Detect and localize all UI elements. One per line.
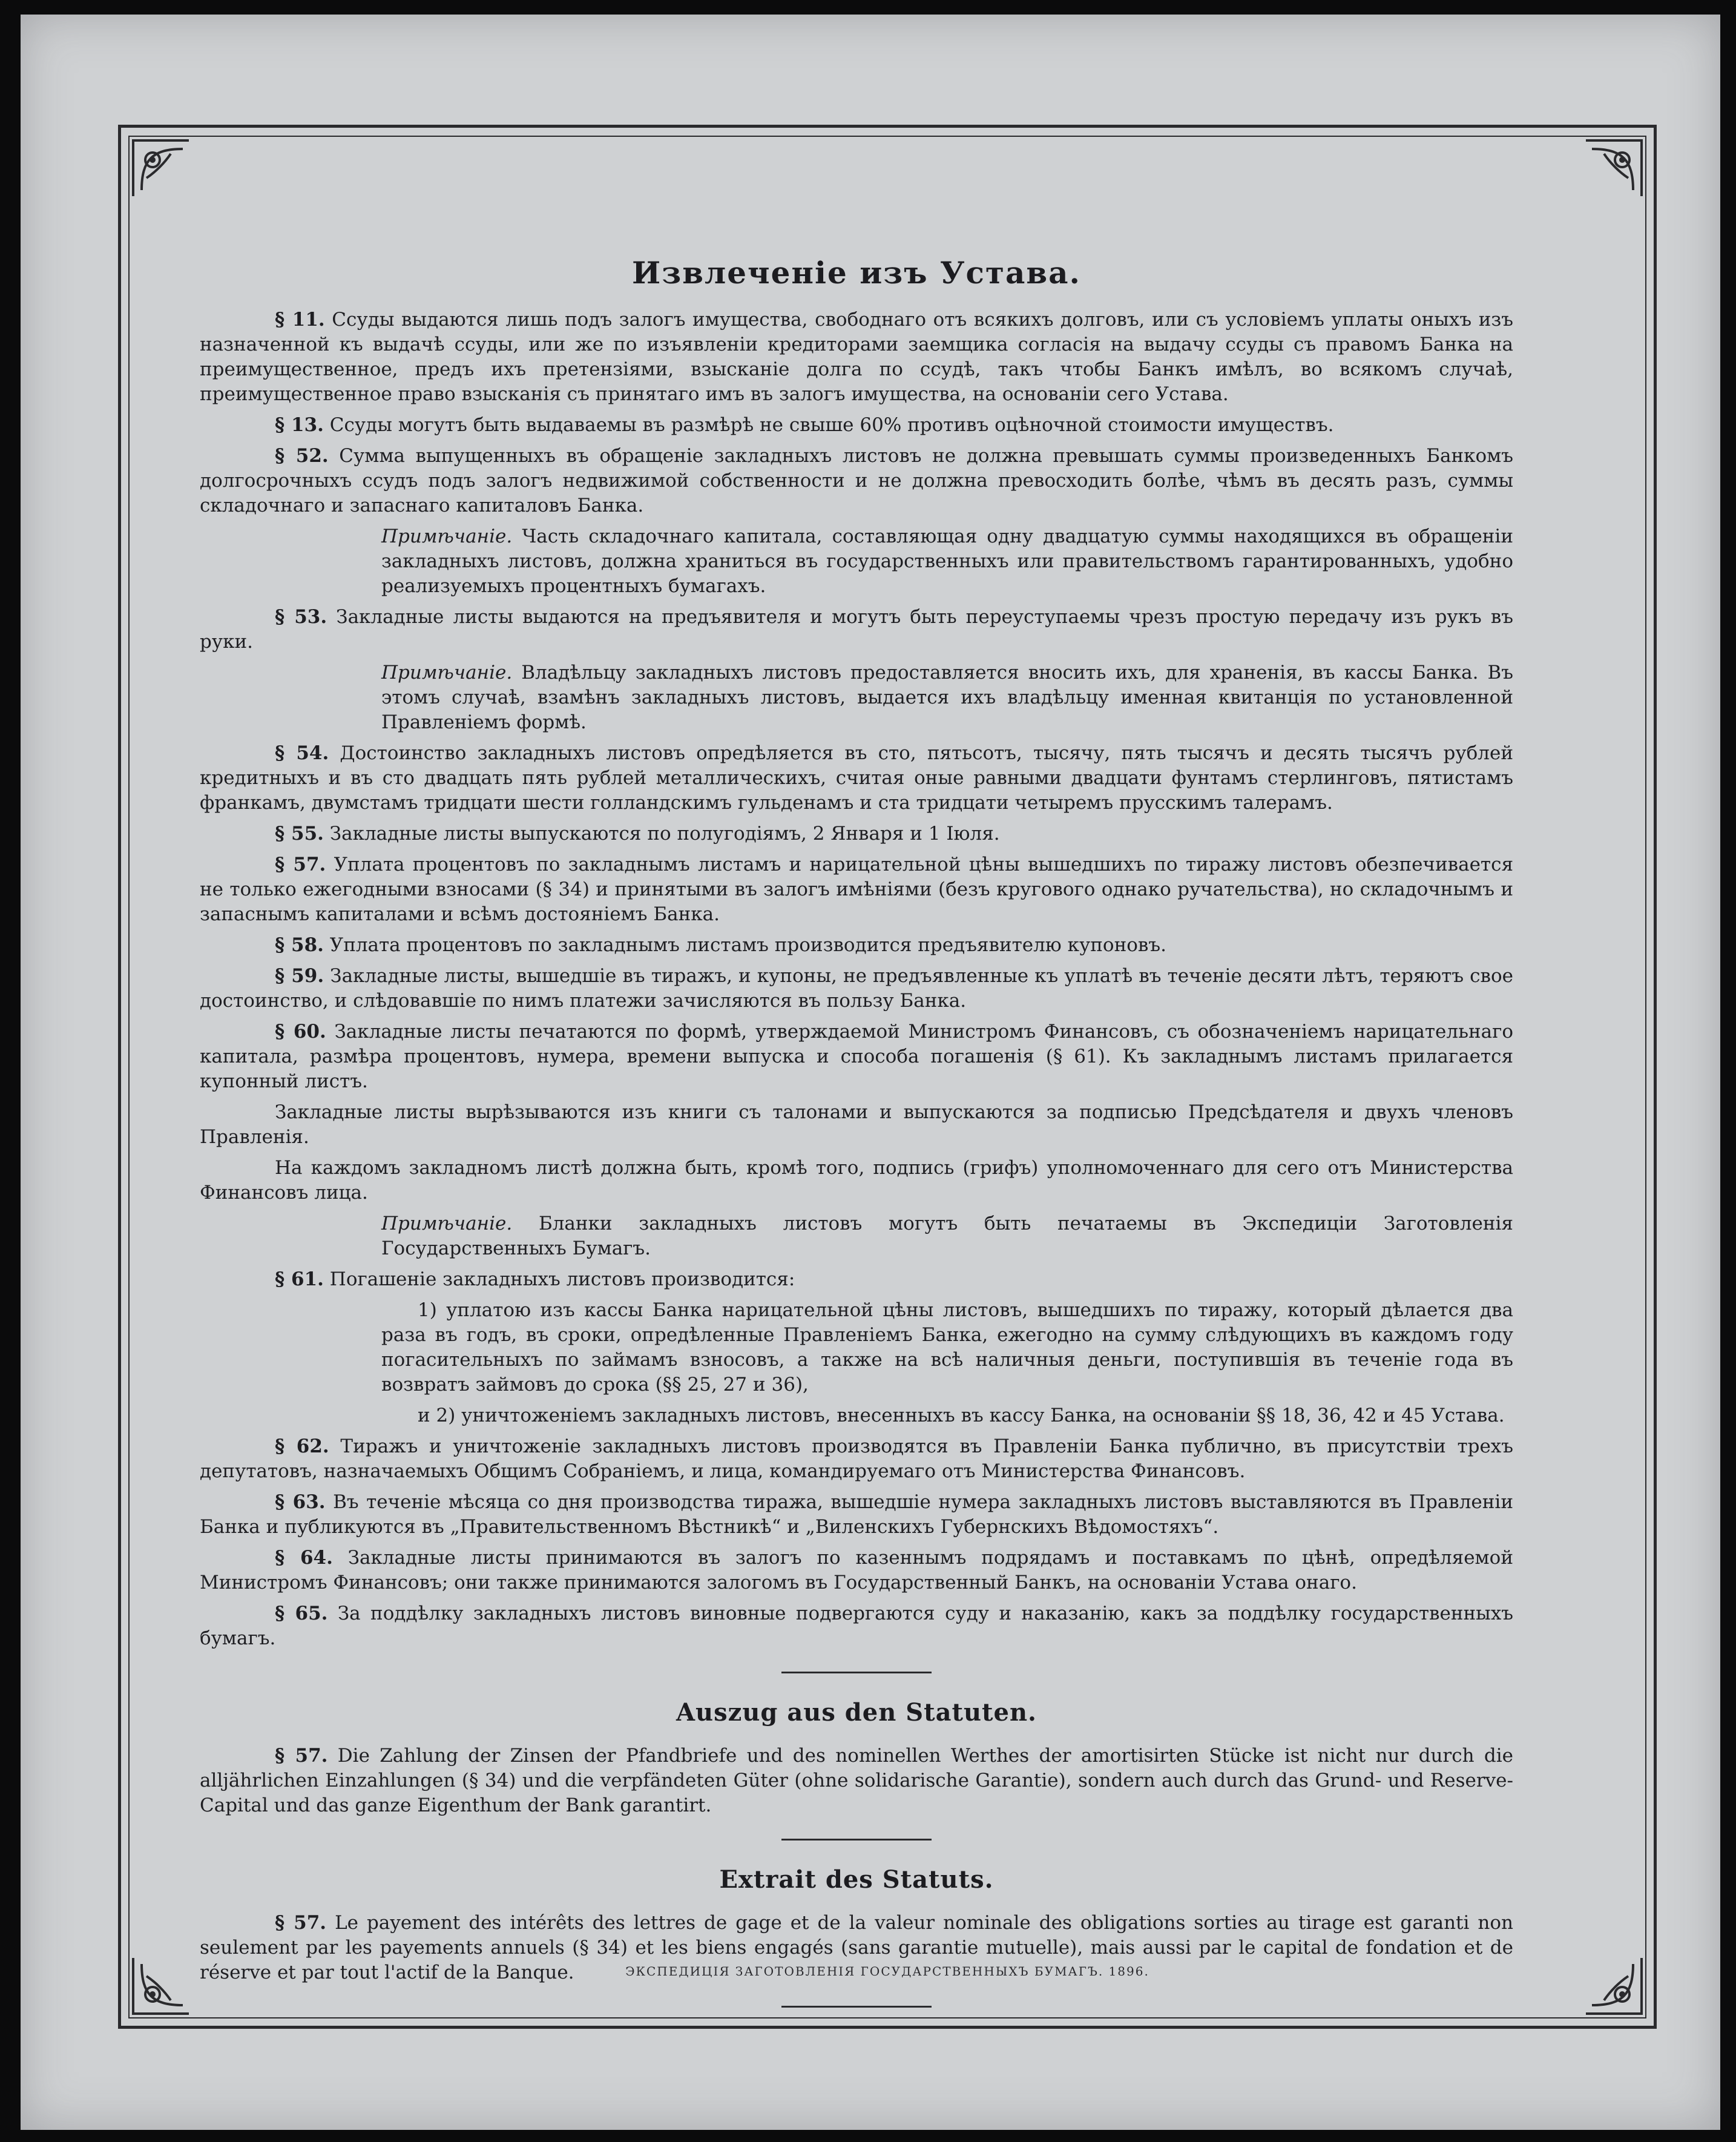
corner-ornament-bottom-right [1580,1952,1646,2018]
paragraph-number: § 57. [275,1745,328,1767]
paragraph-text: Уплата процентовъ по закладнымъ листамъ и нарицательной цѣны вышедшихъ по тиражу листовъ обезпечивается не только ежегодными взносами (§ 34) и принятыми въ залогъ имѣніями (безъ кругового однако ручательства), но складочнымъ и запаснымъ капиталами и всѣмъ достояніемъ Банка. [200,854,1513,925]
paragraph-text: Закладные листы выдаются на предъявителя и могутъ быть переуступаемы чрезъ простую передачу изъ рукъ въ руки. [200,606,1514,653]
statute-paragraph [200,1546,1513,1595]
note-paragraph [381,1211,1513,1261]
paragraph-text: Закладные листы вырѣзываются изъ книги съ талонами и выпускаются за подписью Предсѣдателя и двухъ членовъ Правленія. [200,1101,1513,1148]
statute-paragraph [200,1434,1513,1484]
paragraph-number: § 63. [275,1491,326,1513]
paragraph-text: На каждомъ закладномъ листѣ должна быть, кромѣ того, подпись (грифъ) уполномоченнаго для сего отъ Министерства Финансовъ лица. [200,1157,1513,1204]
corner-ornament-bottom-left [128,1952,195,2018]
paragraph-number: § 65. [275,1603,328,1624]
paragraph-text: Уплата процентовъ по закладнымъ листамъ производится предъявителю купоновъ. [329,934,1166,956]
corner-ornament-top-left [128,136,195,202]
paragraph-text: Достоинство закладныхъ листовъ опредѣляется въ сто, пятьсотъ, тысячу, пять тысячъ и десять тысячъ рублей кредитныхъ и въ сто двадцать пять рублей металлическихъ, считая оные равными двадцати фунтамъ стерлинговъ, пятистамъ франкамъ, двумстамъ тридцати шести голландскимъ гульденамъ и ста тридцати четыремъ прусскимъ талерамъ. [200,742,1513,814]
paragraph-text: Владѣльцу закладныхъ листовъ предоставляется вносить ихъ, для храненія, въ кассы Банка. Въ этомъ случаѣ, взамѣнъ закладныхъ листовъ, выдается ихъ владѣльцу именная квитанція по установленной Правленіемъ формѣ. [381,662,1514,733]
paragraph-text: Закладные листы принимаются въ залогъ по казеннымъ подрядамъ и поставкамъ по цѣнѣ, опредѣляемой Министромъ Финансовъ; они также принимаются залогомъ въ Государственный Банкъ, на основаніи Устава онаго. [200,1547,1513,1593]
note-label: Примѣчаніе. [381,526,513,547]
paragraph-text: Die Zahlung der Zinsen der Pfandbriefe und des nominellen Werthes der amortisirten Stücke ist nicht nur durch die alljährlichen Einzahlungen (§ 34) und die verpfändeten Güter (ohne solidarische Garantie), sondern auch durch das Grund- und Reserve-Capital und das ganze Eigenthum der Bank garantirt. [200,1745,1514,1816]
paragraph-number: § 57. [275,854,326,875]
page-title: Извлеченіе изъ Устава. [632,255,1081,291]
german-title: Auszug aus den Statuten. [676,1698,1037,1727]
statute-paragraph [200,444,1513,518]
statute-paragraph [200,308,1513,407]
paragraph-number: § 59. [275,965,324,987]
paragraph-text: Закладные листы печатаются по формѣ, утверждаемой Министромъ Финансовъ, съ обозначеніемъ нарицательнаго капитала, размѣра процентовъ, нумера, времени выпуска и способа погашенія (§ 61). Къ закладнымъ листамъ прилагается купонный листъ. [200,1021,1513,1092]
note-label: Примѣчаніе. [381,662,513,684]
paragraph-number: § 62. [275,1435,329,1457]
list-item [381,1403,1513,1428]
paragraph-text: Ссуды могутъ быть выдаваемы въ размѣрѣ не свыше 60% противъ оцѣночной стоимости имуществъ. [329,414,1334,436]
list-item [381,1298,1513,1397]
paragraph-text: За поддѣлку закладныхъ листовъ виновные подвергаются суду и наказанію, какъ за поддѣлку государственныхъ бумагъ. [200,1603,1514,1649]
paragraph-text: Le payement des intérêts des lettres de gage et de la valeur nominale des obligations sorties au tirage est garanti non seulement par les payements annuels (§ 34) et les biens engagés (sans garantie mutuelle), mais aussi par le capital de fondation et de réserve et par tout l'actif de la Banque. [200,1912,1513,1983]
statute-paragraph [200,1267,1513,1292]
statute-extract [200,254,1513,2008]
paragraph-number: § 58. [275,934,324,956]
divider [781,1839,932,1840]
printer-imprint: ЭКСПЕДИЦІЯ ЗАГОТОВЛЕНІЯ ГОСУДАРСТВЕННЫХЪ БУМАГЪ. 1896. [625,1964,1149,1979]
paragraph-number: § 54. [275,742,329,764]
paragraph-text: Закладные листы, вышедшіе въ тиражъ, и купоны, не предъявленные къ уплатѣ въ теченіе десяти лѣтъ, теряютъ свое достоинство, и слѣдовавшіе по нимъ платежи зачисляются въ пользу Банка. [200,965,1514,1012]
corner-ornament-top-right [1580,136,1646,202]
paragraph-text: 1) уплатою изъ кассы Банка нарицательной цѣны листовъ, вышедшихъ по тиражу, который дѣлается два раза въ годъ, въ сроки, опредѣленные Правленіемъ Банка, ежегодно на сумму слѣдующихъ въ каждомъ году погасительныхъ по займамъ взносовъ, а также на всѣ наличныя деньги, поступившія въ теченіе года въ возвратъ займовъ до срока (§§ 25, 27 и 36), [381,1299,1513,1396]
paragraph-text: Сумма выпущенныхъ въ обращеніе закладныхъ листовъ не должна превышать суммы произведенныхъ Банкомъ долгосрочныхъ ссудъ подъ залогъ недвижимой собственности и не должна превосходить болѣе, чѣмъ въ десять разъ, суммы складочнаго и запаснаго капиталовъ Банка. [200,445,1514,516]
statute-paragraph [200,822,1513,846]
paragraph-number: § 53. [275,606,327,628]
note-label: Примѣчаніе. [381,1213,513,1234]
statute-paragraph [200,741,1513,816]
paragraph-number: § 64. [275,1547,333,1569]
statute-paragraph [200,964,1513,1013]
statute-paragraph [200,1490,1513,1540]
statute-paragraph [200,1020,1513,1094]
statute-paragraph [200,933,1513,958]
paragraph-text: Въ теченіе мѣсяца со дня производства тиража, вышедшіе нумера закладныхъ листовъ выставляются въ Правленіи Банка и публикуются въ „Правительственномъ Вѣстникѣ“ и „Виленскихъ Губернскихъ Вѣдомостяхъ“. [200,1491,1514,1538]
divider [781,1672,932,1673]
paragraph-text: Закладные листы выпускаются по полугодіямъ, 2 Января и 1 Іюля. [329,823,1000,845]
statute-paragraph [200,605,1513,654]
paragraph-text: Погашеніе закладныхъ листовъ производится: [329,1268,795,1290]
statute-paragraph [200,1100,1513,1150]
paragraph-text: Часть складочнаго капитала, составляющая одну двадцатую суммы находящихся въ обращеніи закладныхъ листовъ, должна храниться въ государственныхъ или правительствомъ гарантированныхъ, удобно реализуемыхъ процентныхъ бумагахъ. [381,526,1513,597]
paragraph-number: § 52. [275,445,329,467]
statute-paragraph [200,852,1513,927]
paragraph-number: § 55. [275,823,324,845]
statute-paragraph [200,1601,1513,1651]
note-paragraph [381,524,1513,599]
paragraph-text: Бланки закладныхъ листовъ могутъ быть печатаемы въ Экспедиціи Заготовленія Государственныхъ Бумагъ. [381,1213,1513,1259]
paragraph-number: § 61. [275,1268,324,1290]
statute-paragraph [200,1156,1513,1205]
paragraph-text: Тиражъ и уничтоженіе закладныхъ листовъ производятся въ Правленіи Банка публично, въ присутствіи трехъ депутатовъ, назначаемыхъ Общимъ Собраніемъ, и лица, командируемаго отъ Министерства Финансовъ. [200,1435,1514,1482]
french-title: Extrait des Statuts. [719,1865,994,1894]
paragraph-number: § 11. [275,309,325,331]
statute-paragraphs [200,308,1513,1651]
divider [781,2006,932,2008]
paragraph-text: и 2) уничтоженіемъ закладныхъ листовъ, внесенныхъ въ кассу Банка, на основаніи §§ 18, 36, 42 и 45 Устава. [418,1405,1505,1426]
statute-paragraph [200,413,1513,438]
paragraph-number: § 57. [275,1912,327,1934]
paragraph-number: § 13. [275,414,324,436]
paragraph-number: § 60. [275,1021,326,1043]
german-paragraph [200,1744,1513,1818]
paragraph-text: Ссуды выдаются лишь подъ залогъ имущества, свободнаго отъ всякихъ долговъ, или съ условіемъ уплаты оныхъ изъ назначенной къ выдачѣ ссуды, или же по изъявленіи кредиторами заемщика согласія на выдачу ссуды съ правомъ Банка на преимущественное, предъ ихъ претензіями, взысканіе долга по ссудѣ, такъ чтобы Банкъ имѣлъ, во всякомъ случаѣ, преимущественное право взысканія съ принятаго имъ въ залогъ имущества, на основаніи сего Устава. [200,309,1514,405]
note-paragraph [381,661,1513,735]
